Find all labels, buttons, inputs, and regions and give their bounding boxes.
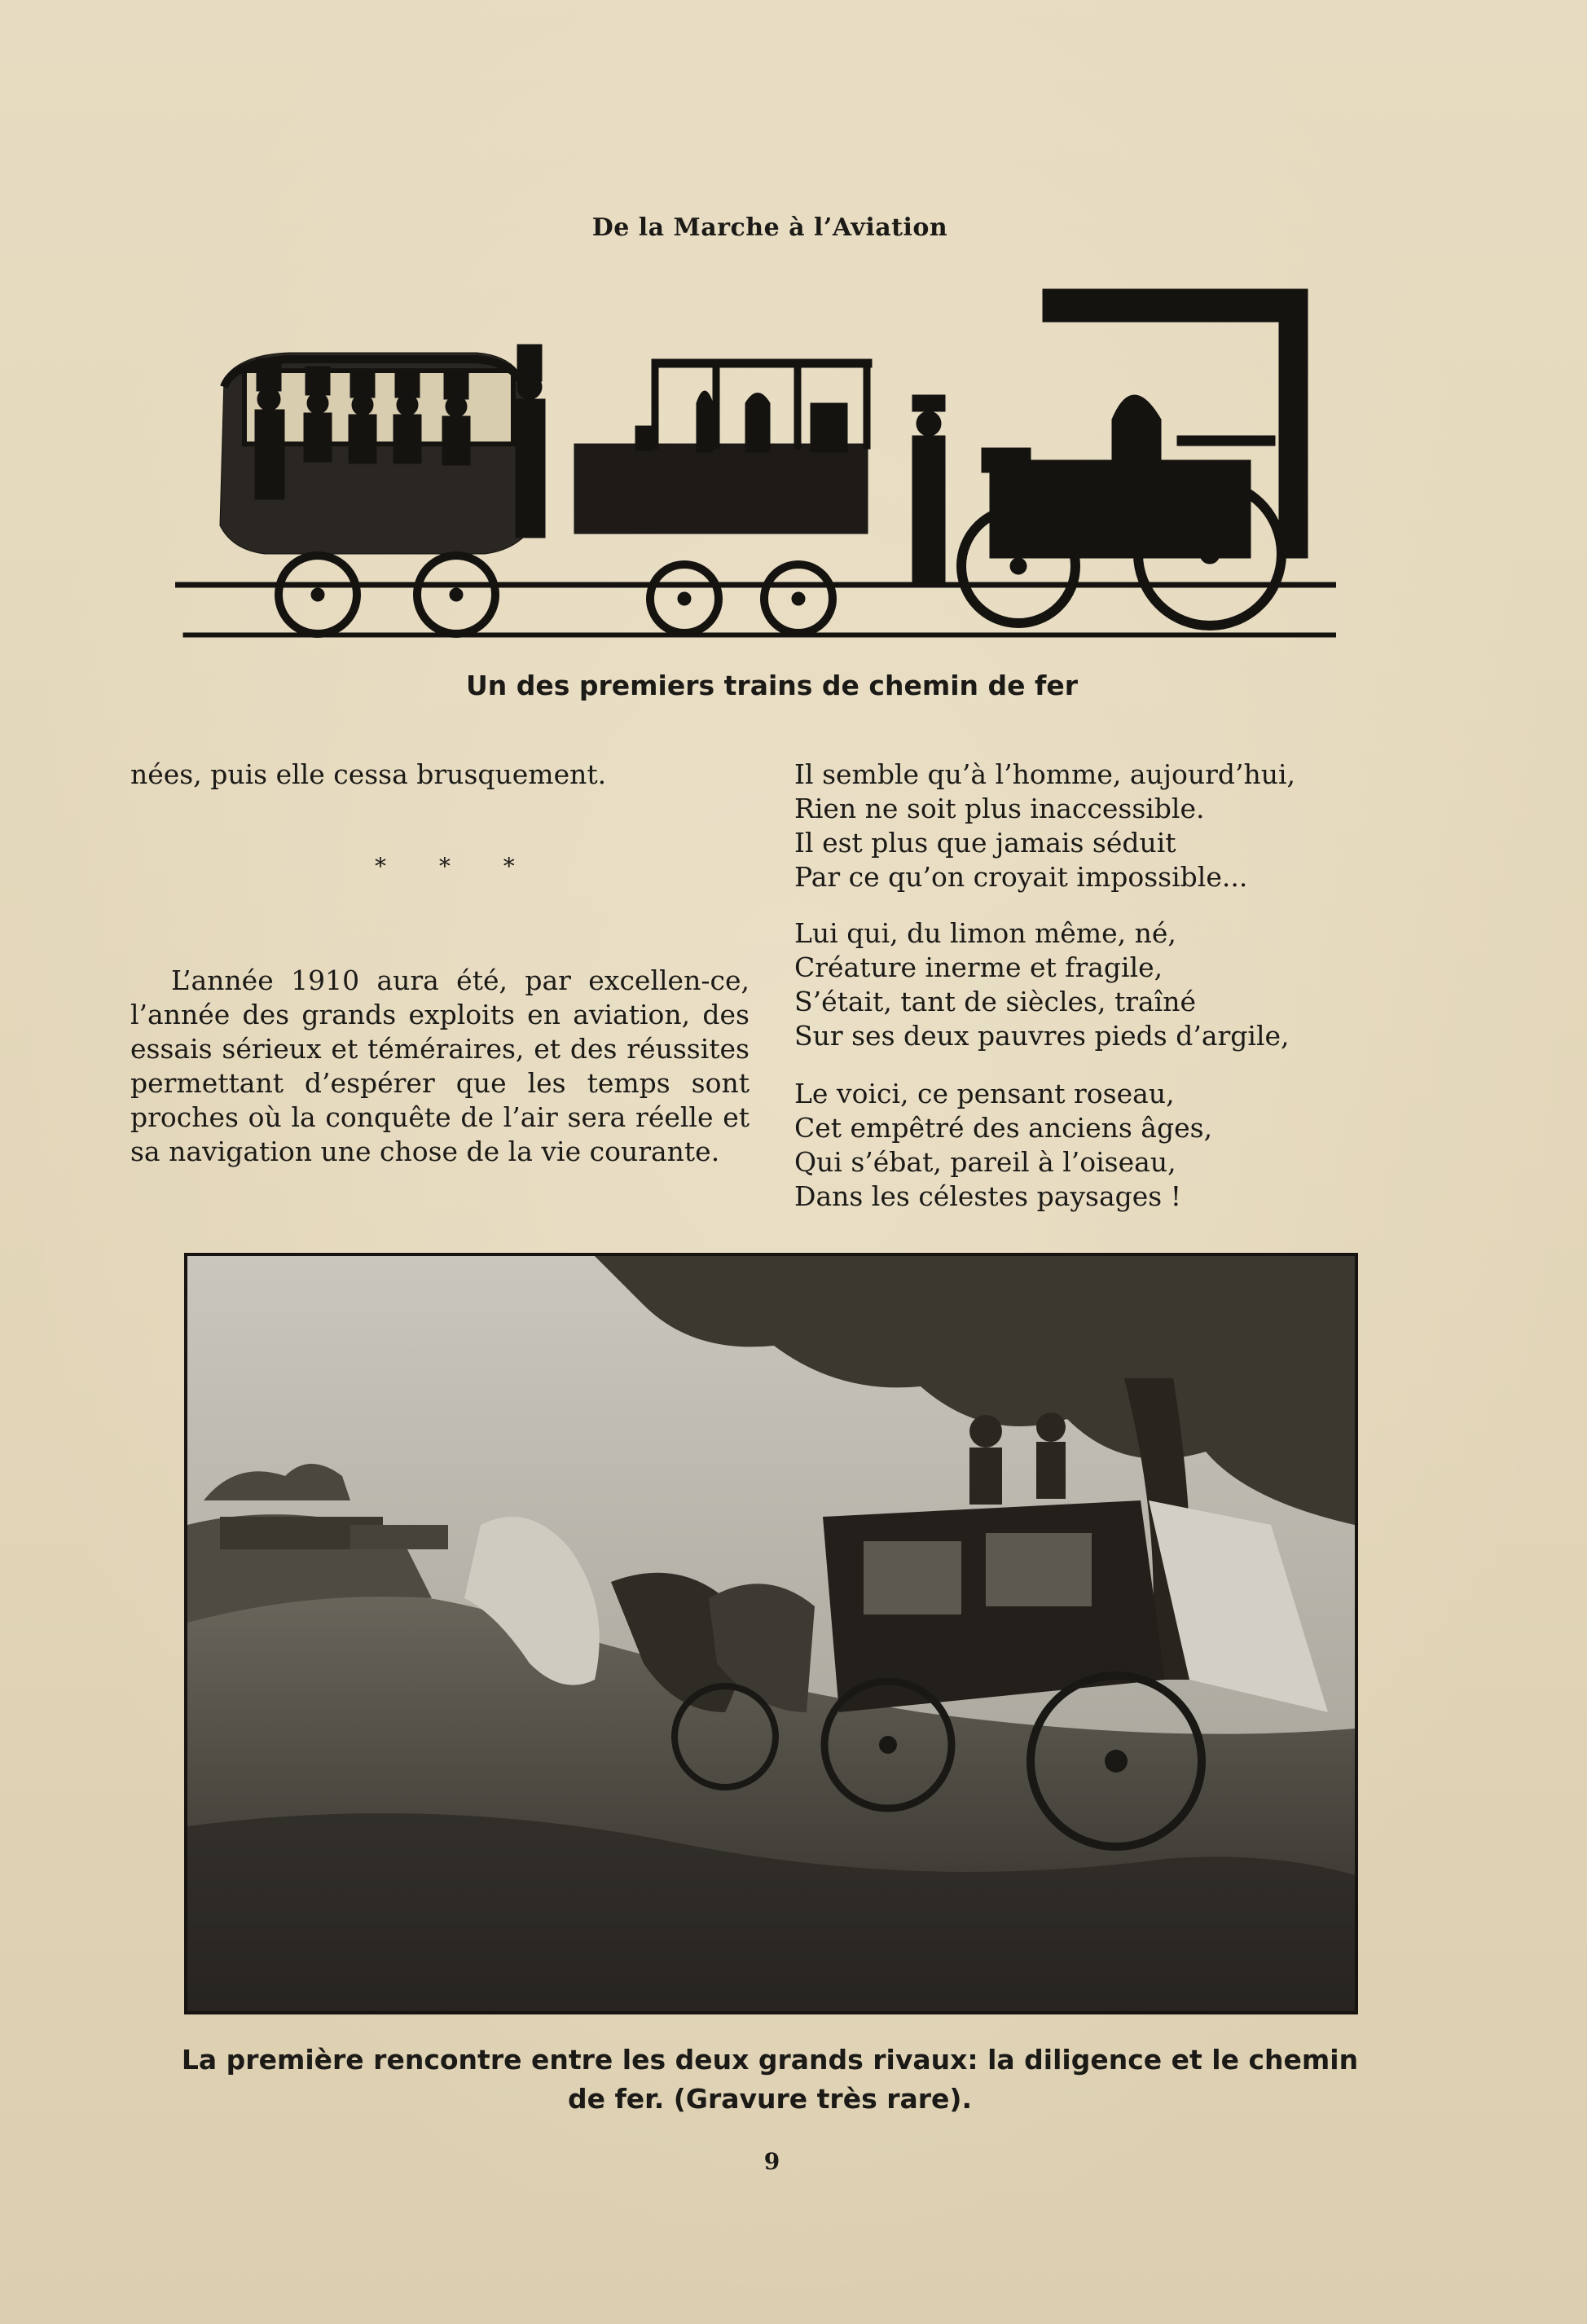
- poem-line: Sur ses deux pauvres pieds d’argile,: [794, 1020, 1290, 1052]
- poem-line: Rien ne soit plus inaccessible.: [794, 793, 1205, 824]
- paragraph-continued: nées, puis elle cessa brusquement.: [130, 758, 607, 790]
- poem-stanza-1: [794, 758, 1295, 894]
- stagecoach-train-photo: [184, 1253, 1358, 2014]
- poem-line: Qui s’ébat, pareil à l’oiseau,: [794, 1146, 1176, 1178]
- engraving-image: [187, 1256, 1355, 2011]
- poem-line: Cet empêtré des anciens âges,: [794, 1112, 1213, 1144]
- train-figure-caption: Un des premiers trains de chemin de fer: [465, 670, 1079, 701]
- left-column-bottom: [130, 964, 750, 1169]
- page-number: 9: [763, 2148, 780, 2175]
- poem-line: Le voici, ce pensant roseau,: [794, 1078, 1175, 1109]
- poem-line: Par ce qu’on croyait impossible...: [794, 861, 1248, 893]
- poem-line: Créature inerme et fragile,: [794, 951, 1163, 983]
- poem-stanza-2: [794, 916, 1290, 1053]
- photo-caption-line-1: La première rencontre entre les deux grands rivaux: la diligence et le chemin: [181, 2044, 1359, 2076]
- train-illustration: [175, 281, 1336, 664]
- photo-caption-line-2: de fer. (Gravure très rare).: [567, 2083, 973, 2115]
- train-silhouette-image: [175, 281, 1336, 664]
- poem-line: Il est plus que jamais séduit: [794, 827, 1176, 859]
- poem-line: Lui qui, du limon même, né,: [794, 917, 1176, 949]
- poem-line: S’était, tant de siècles, traîné: [794, 986, 1196, 1017]
- left-column-top: [130, 758, 750, 792]
- paragraph-1910: L’année 1910 aura été, par excellen-ce, l’année des grands exploits en aviation, des essais sérieux et téméraires, et des réussites permettant d’espérer que les temps sont proches où la conquête de l’air sera réelle et sa navigation une chose de la vie courante.: [130, 964, 750, 1167]
- photo-caption: [130, 2041, 1409, 2119]
- poem-stanza-3: [794, 1077, 1212, 1214]
- poem-line: Il semble qu’à l’homme, aujourd’hui,: [794, 758, 1296, 790]
- running-head: De la Marche à l’Aviation: [591, 213, 948, 242]
- poem-line: Dans les célestes paysages !: [794, 1180, 1181, 1212]
- section-separator: * * *: [375, 853, 538, 880]
